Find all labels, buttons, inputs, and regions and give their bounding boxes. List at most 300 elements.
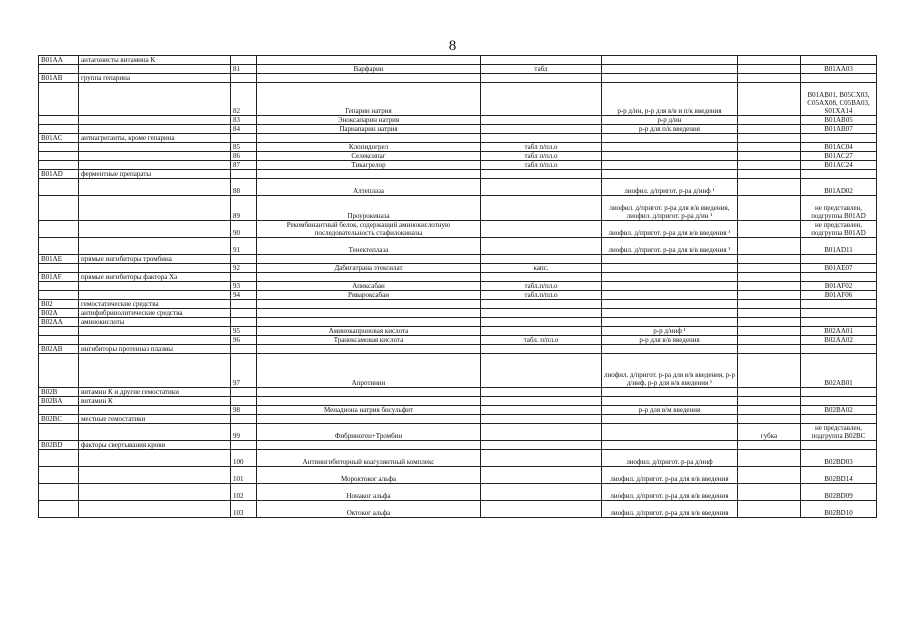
dosage-form-detail-cell: лиофил. д/пригот. р-ра д/инф bbox=[602, 450, 738, 467]
dosage-form-cell bbox=[481, 415, 602, 424]
row-number-cell: 103 bbox=[231, 501, 257, 518]
drug-name-cell: Антиингибиторный коагулянтный комплекс bbox=[257, 450, 481, 467]
dosage-form-cell bbox=[481, 397, 602, 406]
atc-code-cell: B01AC27 bbox=[801, 152, 877, 161]
drug-name-cell: Проурокиназа bbox=[257, 196, 481, 221]
atc-group-code-cell: B01AE bbox=[39, 255, 79, 264]
group-name-cell bbox=[79, 143, 231, 152]
table-row bbox=[39, 273, 877, 282]
atc-code-cell bbox=[801, 309, 877, 318]
dosage-form-cell bbox=[481, 170, 602, 179]
atc-code-cell bbox=[801, 300, 877, 309]
atc-group-code-cell bbox=[39, 161, 79, 170]
atc-group-code-cell bbox=[39, 282, 79, 291]
dosage-form-cell: табл. п/пл.о bbox=[481, 336, 602, 345]
atc-code-cell: B01AF06 bbox=[801, 291, 877, 300]
drug-name-cell bbox=[257, 300, 481, 309]
group-name-cell bbox=[79, 161, 231, 170]
table-row bbox=[39, 397, 877, 406]
dosage-form-cell bbox=[481, 345, 602, 354]
dosage-form-detail-cell bbox=[602, 397, 738, 406]
atc-code-cell: B02BD09 bbox=[801, 484, 877, 501]
dosage-form-detail-cell bbox=[602, 56, 738, 65]
row-number-cell bbox=[231, 345, 257, 354]
drug-name-cell: Апротинин bbox=[257, 354, 481, 388]
package-form-cell bbox=[738, 179, 801, 196]
row-number-cell bbox=[231, 255, 257, 264]
package-form-cell bbox=[738, 161, 801, 170]
group-name-cell bbox=[79, 152, 231, 161]
table-row bbox=[39, 467, 877, 484]
atc-code-cell bbox=[801, 170, 877, 179]
dosage-form-cell bbox=[481, 221, 602, 238]
dosage-form-cell bbox=[481, 327, 602, 336]
dosage-form-cell bbox=[481, 273, 602, 282]
atc-group-code-cell: B02AB bbox=[39, 345, 79, 354]
atc-code-cell: B02BD03 bbox=[801, 450, 877, 467]
group-name-cell: факторы свертывания крови bbox=[79, 441, 231, 450]
dosage-form-detail-cell: лиофил. д/пригот. р-ра для в/в введения, лиофил. д/пригот. р-ра д/ин ¹ bbox=[602, 196, 738, 221]
group-name-cell bbox=[79, 221, 231, 238]
dosage-form-detail-cell bbox=[602, 318, 738, 327]
table-row bbox=[39, 83, 877, 116]
dosage-form-detail-cell bbox=[602, 388, 738, 397]
dosage-form-detail-cell bbox=[602, 143, 738, 152]
dosage-form-detail-cell bbox=[602, 424, 738, 441]
atc-code-cell: B02BA02 bbox=[801, 406, 877, 415]
row-number-cell: 99 bbox=[231, 424, 257, 441]
group-name-cell bbox=[79, 450, 231, 467]
atc-code-cell bbox=[801, 134, 877, 143]
dosage-form-detail-cell: р-р для в/в введения bbox=[602, 336, 738, 345]
row-number-cell: 83 bbox=[231, 116, 257, 125]
row-number-cell bbox=[231, 74, 257, 83]
dosage-form-detail-cell: лиофил. д/пригот. р-ра для в/в введения bbox=[602, 501, 738, 518]
package-form-cell bbox=[738, 152, 801, 161]
package-form-cell: губка bbox=[738, 424, 801, 441]
group-name-cell: местные гемостатики bbox=[79, 415, 231, 424]
group-name-cell bbox=[79, 406, 231, 415]
dosage-form-cell bbox=[481, 74, 602, 83]
group-name-cell bbox=[79, 501, 231, 518]
drug-name-cell: Транексамовая кислота bbox=[257, 336, 481, 345]
atc-group-code-cell bbox=[39, 501, 79, 518]
group-name-cell bbox=[79, 354, 231, 388]
dosage-form-cell bbox=[481, 83, 602, 116]
row-number-cell: 86 bbox=[231, 152, 257, 161]
drug-name-cell bbox=[257, 170, 481, 179]
atc-code-cell: не представлен, подгруппа B01AD bbox=[801, 221, 877, 238]
atc-group-code-cell bbox=[39, 291, 79, 300]
dosage-form-detail-cell: р-р для в/м введения bbox=[602, 406, 738, 415]
table-row bbox=[39, 388, 877, 397]
table-row bbox=[39, 441, 877, 450]
dosage-form-detail-cell: р-р д/ин bbox=[602, 116, 738, 125]
row-number-cell bbox=[231, 441, 257, 450]
drug-name-cell: Гепарин натрия bbox=[257, 83, 481, 116]
group-name-cell: антагонисты витамина К bbox=[79, 56, 231, 65]
group-name-cell bbox=[79, 179, 231, 196]
group-name-cell bbox=[79, 196, 231, 221]
atc-code-cell: B01AD11 bbox=[801, 238, 877, 255]
table-row bbox=[39, 336, 877, 345]
package-form-cell bbox=[738, 501, 801, 518]
package-form-cell bbox=[738, 255, 801, 264]
dosage-form-cell: капс. bbox=[481, 264, 602, 273]
dosage-form-cell: табл п/пл.о bbox=[481, 143, 602, 152]
drug-name-cell: Алтеплаза bbox=[257, 179, 481, 196]
atc-code-cell: B02BD10 bbox=[801, 501, 877, 518]
atc-group-code-cell: B02AA bbox=[39, 318, 79, 327]
dosage-form-cell bbox=[481, 134, 602, 143]
row-number-cell bbox=[231, 56, 257, 65]
drug-name-cell: Рекомбинантный белок, содержащий аминокислотную последовательность стафилокиназы bbox=[257, 221, 481, 238]
package-form-cell bbox=[738, 397, 801, 406]
atc-group-code-cell: B01AB bbox=[39, 74, 79, 83]
atc-group-code-cell bbox=[39, 467, 79, 484]
group-name-cell: гемостатические средства bbox=[79, 300, 231, 309]
drug-name-cell bbox=[257, 255, 481, 264]
table-row bbox=[39, 56, 877, 65]
dosage-form-cell bbox=[481, 441, 602, 450]
package-form-cell bbox=[738, 221, 801, 238]
row-number-cell: 92 bbox=[231, 264, 257, 273]
dosage-form-cell bbox=[481, 125, 602, 134]
table-row bbox=[39, 134, 877, 143]
row-number-cell: 98 bbox=[231, 406, 257, 415]
package-form-cell bbox=[738, 415, 801, 424]
package-form-cell bbox=[738, 273, 801, 282]
dosage-form-detail-cell bbox=[602, 441, 738, 450]
dosage-form-detail-cell bbox=[602, 300, 738, 309]
table-row bbox=[39, 318, 877, 327]
row-number-cell bbox=[231, 397, 257, 406]
package-form-cell bbox=[738, 467, 801, 484]
dosage-form-detail-cell: лиофил. д/пригот. р-ра для в/в введения bbox=[602, 467, 738, 484]
atc-group-code-cell bbox=[39, 125, 79, 134]
group-name-cell bbox=[79, 116, 231, 125]
drug-name-cell bbox=[257, 134, 481, 143]
drug-name-cell bbox=[257, 415, 481, 424]
atc-code-cell: B01AC04 bbox=[801, 143, 877, 152]
row-number-cell bbox=[231, 170, 257, 179]
package-form-cell bbox=[738, 327, 801, 336]
row-number-cell: 95 bbox=[231, 327, 257, 336]
row-number-cell: 90 bbox=[231, 221, 257, 238]
table-row bbox=[39, 125, 877, 134]
table-body bbox=[39, 56, 877, 518]
atc-code-cell bbox=[801, 397, 877, 406]
package-form-cell bbox=[738, 282, 801, 291]
drug-name-cell bbox=[257, 309, 481, 318]
dosage-form-detail-cell bbox=[602, 291, 738, 300]
atc-group-code-cell: B02BD bbox=[39, 441, 79, 450]
package-form-cell bbox=[738, 143, 801, 152]
dosage-form-detail-cell: р-р д/ин, р-р для в/в и п/к введения bbox=[602, 83, 738, 116]
atc-code-cell: B02AA01 bbox=[801, 327, 877, 336]
atc-group-code-cell: B02BA bbox=[39, 397, 79, 406]
table-row bbox=[39, 501, 877, 518]
group-name-cell: витамин К и другие гемостатики bbox=[79, 388, 231, 397]
dosage-form-detail-cell bbox=[602, 264, 738, 273]
table-row bbox=[39, 221, 877, 238]
row-number-cell bbox=[231, 134, 257, 143]
dosage-form-cell bbox=[481, 300, 602, 309]
group-name-cell bbox=[79, 264, 231, 273]
group-name-cell: ингибиторы протеиназ плазмы bbox=[79, 345, 231, 354]
dosage-form-detail-cell bbox=[602, 345, 738, 354]
group-name-cell bbox=[79, 291, 231, 300]
atc-group-code-cell bbox=[39, 424, 79, 441]
package-form-cell bbox=[738, 441, 801, 450]
drug-name-cell: Эноксапарин натрия bbox=[257, 116, 481, 125]
dosage-form-cell bbox=[481, 354, 602, 388]
dosage-form-cell bbox=[481, 406, 602, 415]
drug-name-cell: Нонаког альфа bbox=[257, 484, 481, 501]
group-name-cell bbox=[79, 238, 231, 255]
page-number: 8 bbox=[448, 38, 457, 54]
atc-group-code-cell bbox=[39, 83, 79, 116]
dosage-form-cell: табл п/пл.о bbox=[481, 161, 602, 170]
drug-name-cell: Варфарин bbox=[257, 65, 481, 74]
package-form-cell bbox=[738, 65, 801, 74]
atc-code-cell bbox=[801, 441, 877, 450]
atc-code-cell bbox=[801, 415, 877, 424]
drug-name-cell bbox=[257, 74, 481, 83]
package-form-cell bbox=[738, 264, 801, 273]
drug-name-cell bbox=[257, 345, 481, 354]
atc-group-code-cell bbox=[39, 238, 79, 255]
atc-code-cell bbox=[801, 318, 877, 327]
atc-group-code-cell bbox=[39, 179, 79, 196]
atc-code-cell bbox=[801, 273, 877, 282]
table-row bbox=[39, 143, 877, 152]
dosage-form-cell bbox=[481, 318, 602, 327]
atc-group-code-cell: B02BC bbox=[39, 415, 79, 424]
dosage-form-cell bbox=[481, 467, 602, 484]
package-form-cell bbox=[738, 170, 801, 179]
dosage-form-detail-cell: лиофил. д/пригот. р-ра для в/в введения ¹ bbox=[602, 238, 738, 255]
atc-group-code-cell: B01AA bbox=[39, 56, 79, 65]
row-number-cell: 81 bbox=[231, 65, 257, 74]
dosage-form-detail-cell bbox=[602, 134, 738, 143]
dosage-form-cell: табл bbox=[481, 65, 602, 74]
drug-name-cell bbox=[257, 56, 481, 65]
package-form-cell bbox=[738, 74, 801, 83]
group-name-cell bbox=[79, 282, 231, 291]
table-row bbox=[39, 74, 877, 83]
atc-group-code-cell bbox=[39, 196, 79, 221]
dosage-form-detail-cell bbox=[602, 161, 738, 170]
atc-code-cell bbox=[801, 56, 877, 65]
dosage-form-detail-cell bbox=[602, 65, 738, 74]
table-row bbox=[39, 65, 877, 74]
package-form-cell bbox=[738, 291, 801, 300]
drug-name-cell bbox=[257, 273, 481, 282]
table-row bbox=[39, 327, 877, 336]
drug-name-cell: Аминокапроновая кислота bbox=[257, 327, 481, 336]
table-row bbox=[39, 238, 877, 255]
package-form-cell bbox=[738, 125, 801, 134]
atc-code-cell: B02AB01 bbox=[801, 354, 877, 388]
dosage-form-detail-cell bbox=[602, 309, 738, 318]
row-number-cell: 97 bbox=[231, 354, 257, 388]
atc-group-code-cell bbox=[39, 354, 79, 388]
atc-group-code-cell: B01AD bbox=[39, 170, 79, 179]
package-form-cell bbox=[738, 388, 801, 397]
row-number-cell: 85 bbox=[231, 143, 257, 152]
drug-name-cell: Селексипаг bbox=[257, 152, 481, 161]
row-number-cell bbox=[231, 273, 257, 282]
atc-group-code-cell: B01AC bbox=[39, 134, 79, 143]
dosage-form-cell bbox=[481, 501, 602, 518]
group-name-cell bbox=[79, 336, 231, 345]
atc-code-cell: B01AB01, B05CX03, C05AX08, C05BA03, S01XA14 bbox=[801, 83, 877, 116]
atc-code-cell: B01AA03 bbox=[801, 65, 877, 74]
dosage-form-detail-cell: лиофил. д/пригот. р-ра для в/в введения ¹ bbox=[602, 221, 738, 238]
row-number-cell: 100 bbox=[231, 450, 257, 467]
row-number-cell: 84 bbox=[231, 125, 257, 134]
table-row bbox=[39, 170, 877, 179]
group-name-cell: витамин К bbox=[79, 397, 231, 406]
row-number-cell: 93 bbox=[231, 282, 257, 291]
group-name-cell: антиагреганты, кроме гепарина bbox=[79, 134, 231, 143]
table-row bbox=[39, 345, 877, 354]
row-number-cell: 88 bbox=[231, 179, 257, 196]
row-number-cell bbox=[231, 318, 257, 327]
package-form-cell bbox=[738, 309, 801, 318]
drug-name-cell: Апиксабан bbox=[257, 282, 481, 291]
drug-name-cell: Клопидогрел bbox=[257, 143, 481, 152]
row-number-cell: 87 bbox=[231, 161, 257, 170]
drug-name-cell bbox=[257, 318, 481, 327]
dosage-form-cell: табл.п/пл.о bbox=[481, 291, 602, 300]
atc-code-cell: B01AD02 bbox=[801, 179, 877, 196]
package-form-cell bbox=[738, 56, 801, 65]
group-name-cell bbox=[79, 65, 231, 74]
dosage-form-detail-cell: лиофил. д/пригот. р-ра для в/в введения bbox=[602, 484, 738, 501]
drug-list-table bbox=[38, 55, 877, 518]
drug-name-cell bbox=[257, 441, 481, 450]
atc-group-code-cell bbox=[39, 152, 79, 161]
group-name-cell: прямые ингибиторы тромбина bbox=[79, 255, 231, 264]
dosage-form-cell bbox=[481, 388, 602, 397]
atc-code-cell bbox=[801, 388, 877, 397]
dosage-form-cell bbox=[481, 179, 602, 196]
dosage-form-cell bbox=[481, 116, 602, 125]
dosage-form-detail-cell bbox=[602, 152, 738, 161]
group-name-cell: группа гепарина bbox=[79, 74, 231, 83]
atc-group-code-cell bbox=[39, 65, 79, 74]
table-row bbox=[39, 484, 877, 501]
package-form-cell bbox=[738, 318, 801, 327]
package-form-cell bbox=[738, 134, 801, 143]
group-name-cell: аминокислоты bbox=[79, 318, 231, 327]
drug-name-cell bbox=[257, 397, 481, 406]
table-row bbox=[39, 424, 877, 441]
dosage-form-cell bbox=[481, 238, 602, 255]
package-form-cell bbox=[738, 406, 801, 415]
group-name-cell bbox=[79, 327, 231, 336]
dosage-form-detail-cell bbox=[602, 170, 738, 179]
atc-code-cell: не представлен, подгруппа B01AD bbox=[801, 196, 877, 221]
dosage-form-cell bbox=[481, 484, 602, 501]
drug-name-cell: Тенектеплаза bbox=[257, 238, 481, 255]
dosage-form-detail-cell bbox=[602, 282, 738, 291]
row-number-cell: 102 bbox=[231, 484, 257, 501]
atc-group-code-cell: B01AF bbox=[39, 273, 79, 282]
group-name-cell bbox=[79, 467, 231, 484]
row-number-cell: 91 bbox=[231, 238, 257, 255]
row-number-cell bbox=[231, 309, 257, 318]
atc-group-code-cell bbox=[39, 327, 79, 336]
dosage-form-detail-cell: р-р для п/к введения bbox=[602, 125, 738, 134]
dosage-form-cell: табл п/пл.о bbox=[481, 152, 602, 161]
atc-group-code-cell bbox=[39, 116, 79, 125]
atc-code-cell: не представлен, подгруппа B02BC bbox=[801, 424, 877, 441]
dosage-form-cell bbox=[481, 255, 602, 264]
atc-group-code-cell bbox=[39, 221, 79, 238]
package-form-cell bbox=[738, 83, 801, 116]
atc-group-code-cell bbox=[39, 406, 79, 415]
package-form-cell bbox=[738, 354, 801, 388]
table-row bbox=[39, 152, 877, 161]
atc-group-code-cell bbox=[39, 484, 79, 501]
group-name-cell bbox=[79, 125, 231, 134]
dosage-form-detail-cell bbox=[602, 74, 738, 83]
package-form-cell bbox=[738, 116, 801, 125]
drug-name-cell bbox=[257, 388, 481, 397]
table-row bbox=[39, 179, 877, 196]
table-row bbox=[39, 309, 877, 318]
atc-group-code-cell: B02B bbox=[39, 388, 79, 397]
table-row bbox=[39, 415, 877, 424]
row-number-cell: 96 bbox=[231, 336, 257, 345]
atc-group-code-cell bbox=[39, 264, 79, 273]
row-number-cell bbox=[231, 415, 257, 424]
dosage-form-cell bbox=[481, 424, 602, 441]
table-row bbox=[39, 406, 877, 415]
drug-name-cell: Дабигатрана этексилат bbox=[257, 264, 481, 273]
package-form-cell bbox=[738, 196, 801, 221]
package-form-cell bbox=[738, 345, 801, 354]
row-number-cell bbox=[231, 300, 257, 309]
atc-code-cell bbox=[801, 74, 877, 83]
table-row bbox=[39, 196, 877, 221]
dosage-form-cell: табл.п/пл.о bbox=[481, 282, 602, 291]
atc-code-cell: B02AA02 bbox=[801, 336, 877, 345]
package-form-cell bbox=[738, 238, 801, 255]
dosage-form-detail-cell: р-р д/инф ¹ bbox=[602, 327, 738, 336]
dosage-form-detail-cell bbox=[602, 255, 738, 264]
table-row bbox=[39, 354, 877, 388]
atc-code-cell: B02BD14 bbox=[801, 467, 877, 484]
drug-name-cell: Фибриноген+Тромбин bbox=[257, 424, 481, 441]
group-name-cell bbox=[79, 484, 231, 501]
drug-name-cell: Тикагрелор bbox=[257, 161, 481, 170]
package-form-cell bbox=[738, 450, 801, 467]
atc-code-cell: B01AC24 bbox=[801, 161, 877, 170]
dosage-form-detail-cell bbox=[602, 273, 738, 282]
drug-name-cell: Мороктоког альфа bbox=[257, 467, 481, 484]
drug-name-cell: Парнапарин натрия bbox=[257, 125, 481, 134]
table-row bbox=[39, 450, 877, 467]
table-row bbox=[39, 300, 877, 309]
group-name-cell bbox=[79, 424, 231, 441]
group-name-cell: прямые ингибиторы фактора Xa bbox=[79, 273, 231, 282]
atc-code-cell bbox=[801, 345, 877, 354]
dosage-form-detail-cell: лиофил. д/пригот. р-ра для в/в введения, р-р д/инф, р-р для в/в введения ¹ bbox=[602, 354, 738, 388]
